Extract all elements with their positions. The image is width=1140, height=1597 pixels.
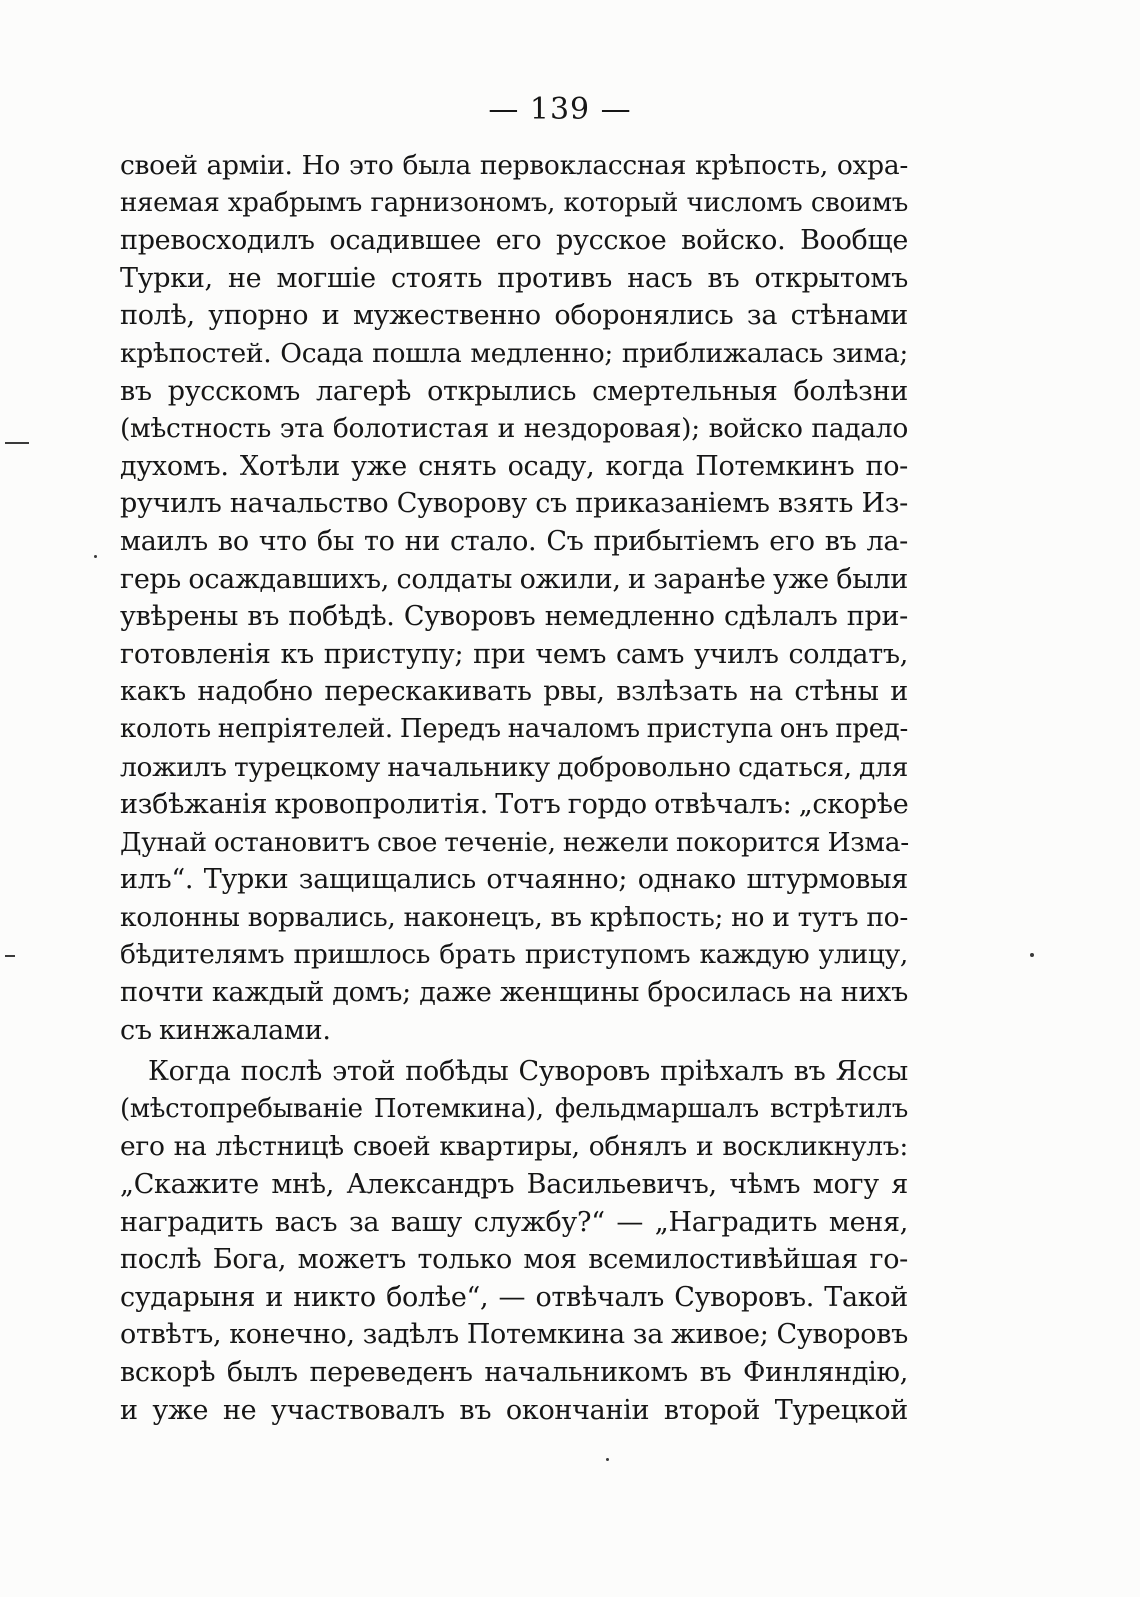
text-line: своей арміи. Но это была первоклассная крѣпость, охра- (120, 150, 908, 181)
body-text (120, 147, 908, 1429)
text-line: какъ надобно перескакивать рвы, взлѣзать на стѣны и (120, 676, 908, 708)
text-line: маилъ во что бы то ни стало. Съ прибытіемъ его въ ла- (120, 525, 908, 557)
text-line: превосходилъ осадившее его русское войско. Вообще (120, 225, 908, 257)
scan-speck (94, 555, 97, 558)
text-line: няемая храбрымъ гарнизономъ, который числомъ своимъ (120, 187, 908, 218)
scan-speck (5, 955, 15, 957)
text-line: сударыня и никто болѣе“, — отвѣчалъ Суворовъ. Такой (120, 1281, 908, 1313)
paragraph-2 (120, 1053, 908, 1429)
text-line: крѣпостей. Осада пошла медленно; приближалась зима; (120, 337, 908, 369)
text-line: бѣдителямъ пришлось брать приступомъ каждую улицу, (120, 939, 908, 971)
paragraph-1 (120, 147, 908, 1049)
page-number: — 139 — (488, 92, 632, 127)
text-line: (мѣстопребываніе Потемкина), фельдмаршалъ встрѣтилъ (120, 1093, 908, 1124)
text-line: илъ“. Турки защищались отчаянно; однако штурмовыя (120, 864, 908, 896)
text-line: готовленія къ приступу; при чемъ самъ училъ солдатъ, (120, 638, 908, 670)
text-line: отвѣтъ, конечно, задѣлъ Потемкина за живое; Суворовъ (120, 1319, 908, 1351)
text-line: полѣ, упорно и мужественно оборонялись за стѣнами (120, 300, 908, 332)
text-line: и уже не участвовалъ въ окончаніи второй Турецкой (120, 1394, 908, 1426)
text-line: увѣрены въ побѣдѣ. Суворовъ немедленно сдѣлалъ при- (120, 601, 908, 633)
text-line: „Скажите мнѣ, Александръ Васильевичъ, чѣмъ могу я (120, 1169, 908, 1201)
text-line: его на лѣстницѣ своей квартиры, обнялъ и воскликнулъ: (120, 1131, 908, 1163)
text-line: ложилъ турецкому начальнику добровольно сдаться, для (120, 751, 908, 783)
text-line: Когда послѣ этой побѣды Суворовъ пріѣхалъ въ Яссы (148, 1056, 908, 1088)
scan-speck (1030, 953, 1034, 957)
text-line: въ русскомъ лагерѣ открылись смертельныя болѣзни (120, 375, 908, 407)
text-line: послѣ Бога, можетъ только моя всемилостивѣйшая го- (120, 1244, 908, 1276)
text-line: колонны ворвались, наконецъ, въ крѣпость; но и тутъ по- (120, 901, 908, 933)
scan-speck (5, 442, 29, 444)
text-line: вскорѣ былъ переведенъ начальникомъ въ Финляндію, (120, 1357, 908, 1388)
text-line: избѣжанія кровопролитія. Тотъ гордо отвѣчалъ: „скорѣе (120, 789, 909, 821)
text-line: съ кинжалами. (120, 1014, 331, 1046)
text-line: герь осаждавшихъ, солдаты ожили, и заранѣе уже были (120, 563, 908, 595)
text-line: Дунай остановитъ свое теченіе, нежели покорится Изма- (120, 826, 909, 858)
text-line: наградить васъ за вашу службу?“ — „Наградить меня, (120, 1206, 908, 1238)
text-line: колоть непріятелей. Передъ началомъ приступа онъ пред- (120, 713, 908, 744)
text-line: духомъ. Хотѣли уже снять осаду, когда Потемкинъ по- (120, 450, 908, 482)
text-line: Турки, не могшіе стоять противъ насъ въ открытомъ (120, 262, 908, 294)
text-line: ручилъ начальство Суворову съ приказаніемъ взять Из- (120, 488, 908, 520)
scan-speck (606, 1458, 609, 1461)
text-line: почти каждый домъ; даже женщины бросилась на нихъ (120, 977, 908, 1009)
text-line: (мѣстность эта болотистая и нездоровая); войско падало (120, 413, 908, 445)
